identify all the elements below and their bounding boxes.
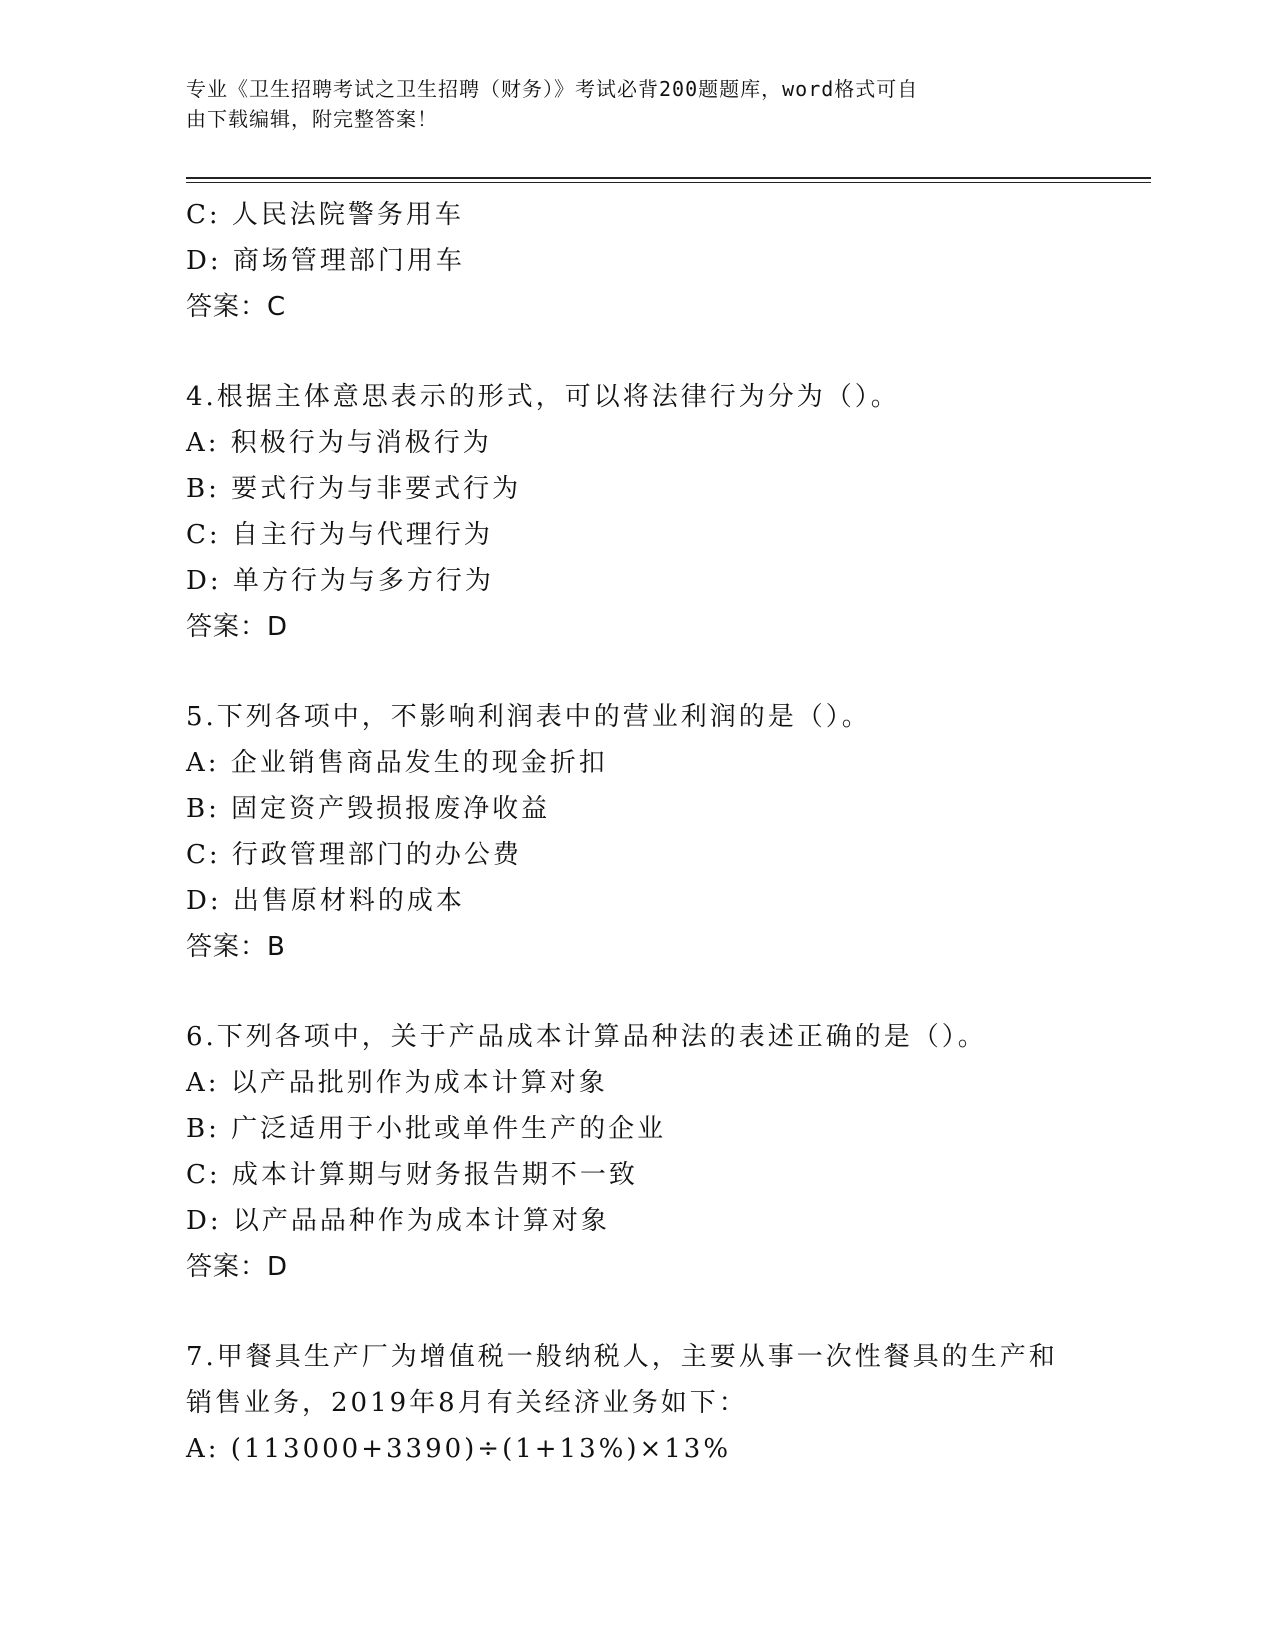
question-block-7 xyxy=(186,1334,1151,1472)
option-d: D: 出售原材料的成本 xyxy=(186,886,465,916)
option-c: C: 人民法院警务用车 xyxy=(186,200,464,230)
header-rule-thin xyxy=(186,182,1151,183)
option-c: C: 自主行为与代理行为 xyxy=(186,520,493,550)
answer-line: 答案：C xyxy=(186,292,287,322)
question-text: 5.下列各项中，不影响利润表中的营业利润的是（）。 xyxy=(186,702,871,732)
option-d: D: 商场管理部门用车 xyxy=(186,246,465,276)
document-header xyxy=(186,74,1066,134)
option-b: B: 要式行为与非要式行为 xyxy=(186,474,522,504)
header-line-1: 专业《卫生招聘考试之卫生招聘（财务）》考试必背200题题库，word格式可自 xyxy=(186,77,919,101)
header-rule-thick xyxy=(186,177,1151,179)
question-text-line-1: 7.甲餐具生产厂为增值税一般纳税人，主要从事一次性餐具的生产和 xyxy=(186,1342,1058,1372)
option-d: D: 以产品品种作为成本计算对象 xyxy=(186,1206,610,1236)
question-block-3 xyxy=(186,192,1151,330)
question-text: 6.下列各项中，关于产品成本计算品种法的表述正确的是（）。 xyxy=(186,1022,987,1052)
answer-line: 答案：B xyxy=(186,932,286,962)
question-text-line-2: 销售业务，2019年8月有关经济业务如下： xyxy=(186,1388,748,1418)
option-a: A: (113000+3390)÷(1+13%)×13% xyxy=(186,1434,732,1464)
option-a: A: 企业销售商品发生的现金折扣 xyxy=(186,748,608,778)
question-block-5 xyxy=(186,694,1151,970)
option-c: C: 成本计算期与财务报告期不一致 xyxy=(186,1160,638,1190)
option-d: D: 单方行为与多方行为 xyxy=(186,566,494,596)
question-text: 4.根据主体意思表示的形式，可以将法律行为分为（）。 xyxy=(186,382,900,412)
question-block-6 xyxy=(186,1014,1151,1290)
answer-line: 答案：D xyxy=(186,1252,289,1282)
header-line-2: 由下载编辑，附完整答案！ xyxy=(186,107,438,131)
option-a: A: 以产品批别作为成本计算对象 xyxy=(186,1068,608,1098)
option-a: A: 积极行为与消极行为 xyxy=(186,428,492,458)
question-block-4 xyxy=(186,374,1151,650)
option-b: B: 广泛适用于小批或单件生产的企业 xyxy=(186,1114,667,1144)
option-c: C: 行政管理部门的办公费 xyxy=(186,840,522,870)
answer-line: 答案：D xyxy=(186,612,289,642)
question-list xyxy=(186,192,1151,1472)
option-b: B: 固定资产毁损报废净收益 xyxy=(186,794,551,824)
